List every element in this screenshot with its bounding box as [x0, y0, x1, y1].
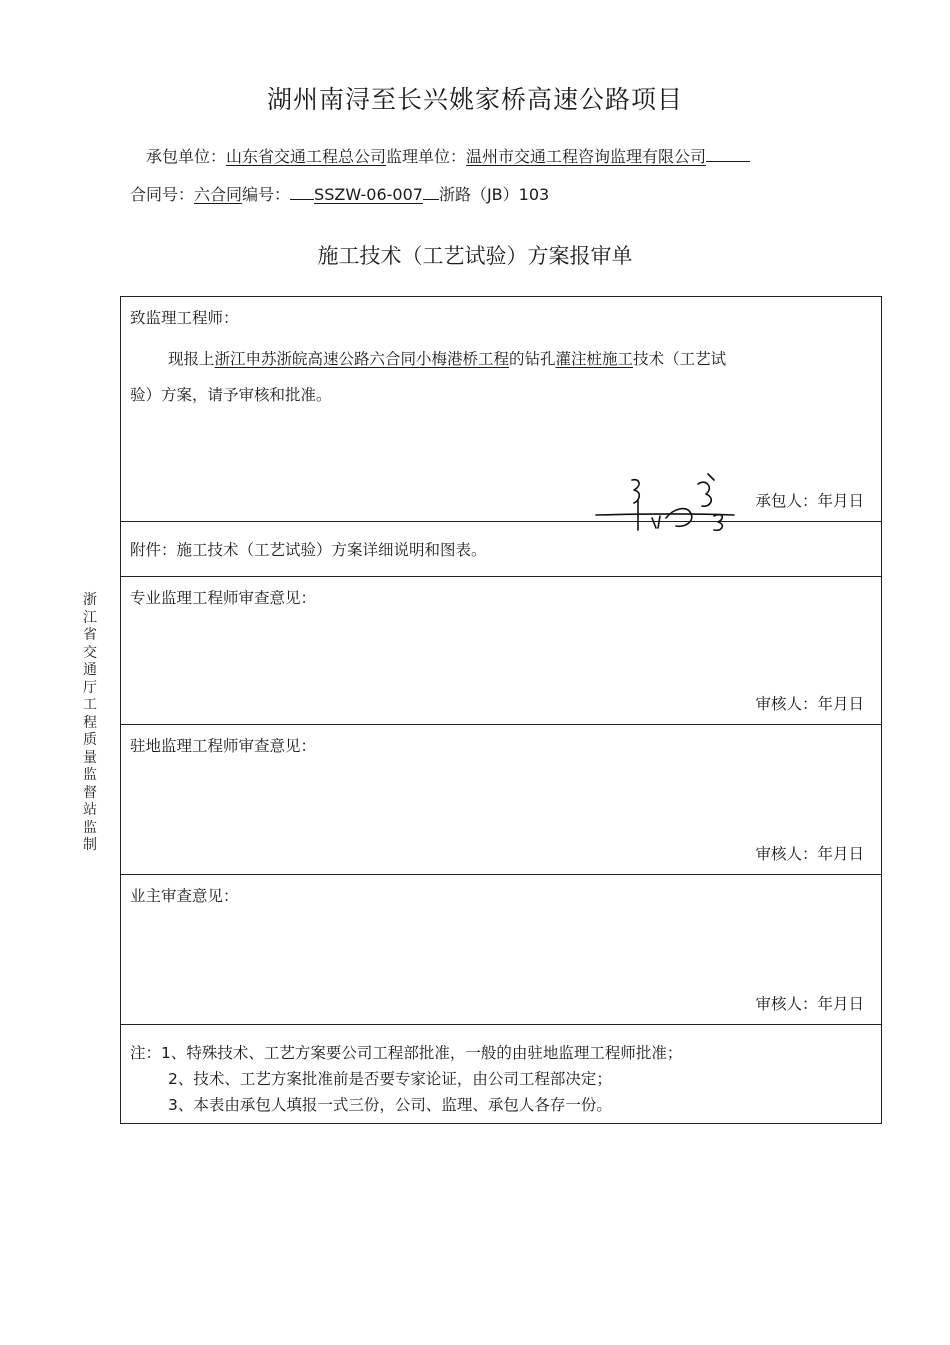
to-supervisor-label: 致监理工程师： — [130, 309, 239, 327]
form-title: 施工技术（工艺试验）方案报审单 — [317, 244, 633, 268]
project-name: 浙江申苏浙皖高速公路六合同小梅港桥工程 — [214, 350, 510, 368]
attachment-section — [121, 522, 881, 577]
contract-value: 六合同 — [194, 185, 243, 204]
specialist-sign-line: 审核人：年月日 — [755, 695, 864, 713]
contractor-label: 承包单位： — [146, 147, 227, 166]
contract-label: 合同号： — [130, 185, 195, 204]
resident-review-label: 驻地监理工程师审查意见： — [130, 737, 317, 755]
notes-section — [121, 1025, 881, 1123]
body-prefix: 现报上 — [168, 350, 215, 368]
item-name: 灌注桩施工 — [555, 350, 634, 368]
submission-text — [130, 341, 830, 413]
handwritten-signature — [594, 472, 744, 534]
note-3: 3、本表由承包人填报一式三份，公司、监理、承包人各存一份。 — [168, 1096, 612, 1114]
code-underline-tail — [423, 185, 439, 200]
code-underline-lead — [290, 185, 314, 200]
owner-review-label: 业主审查意见： — [130, 887, 239, 905]
submission-section — [121, 297, 881, 522]
contractor-sign-line: 承包人：年月日 — [755, 492, 864, 510]
document-title: 湖州南浔至长兴姚家桥高速公路项目 — [266, 85, 683, 114]
body-line2: 验）方案，请予审核和批准。 — [130, 386, 332, 404]
units-line — [146, 144, 750, 167]
specialist-review-label: 专业监理工程师审查意见： — [130, 589, 317, 607]
approval-form — [120, 296, 882, 1124]
code-value: SSZW-06-007 — [314, 185, 423, 204]
code-label: 编号： — [242, 185, 291, 204]
owner-sign-line: 审核人：年月日 — [755, 995, 864, 1013]
supervisor-underline — [706, 147, 750, 162]
contract-line — [130, 182, 549, 205]
body-mid: 的钻孔 — [509, 350, 556, 368]
sidebar-vertical-text: 浙江省交通厅工程质量监督站监制 — [83, 592, 97, 853]
supervisor-label: 监理单位： — [386, 147, 467, 166]
body-line1-end: 技术（工艺试 — [633, 350, 727, 368]
attachment-text: 附件：施工技术（工艺试验）方案详细说明和图表。 — [130, 541, 487, 559]
specialist-review-section — [121, 577, 881, 725]
resident-review-section — [121, 725, 881, 875]
supervisor-value: 温州市交通工程咨询监理有限公司 — [466, 147, 707, 166]
resident-sign-line: 审核人：年月日 — [755, 845, 864, 863]
owner-review-section — [121, 875, 881, 1025]
note-1: 注：1、特殊技术、工艺方案要公司工程部批准，一般的由驻地监理工程师批准； — [130, 1044, 683, 1062]
code-suffix: 浙路（JB）103 — [438, 185, 550, 204]
contractor-value: 山东省交通工程总公司 — [226, 147, 387, 166]
note-2: 2、技术、工艺方案批准前是否要专家论证，由公司工程部决定； — [168, 1070, 612, 1088]
